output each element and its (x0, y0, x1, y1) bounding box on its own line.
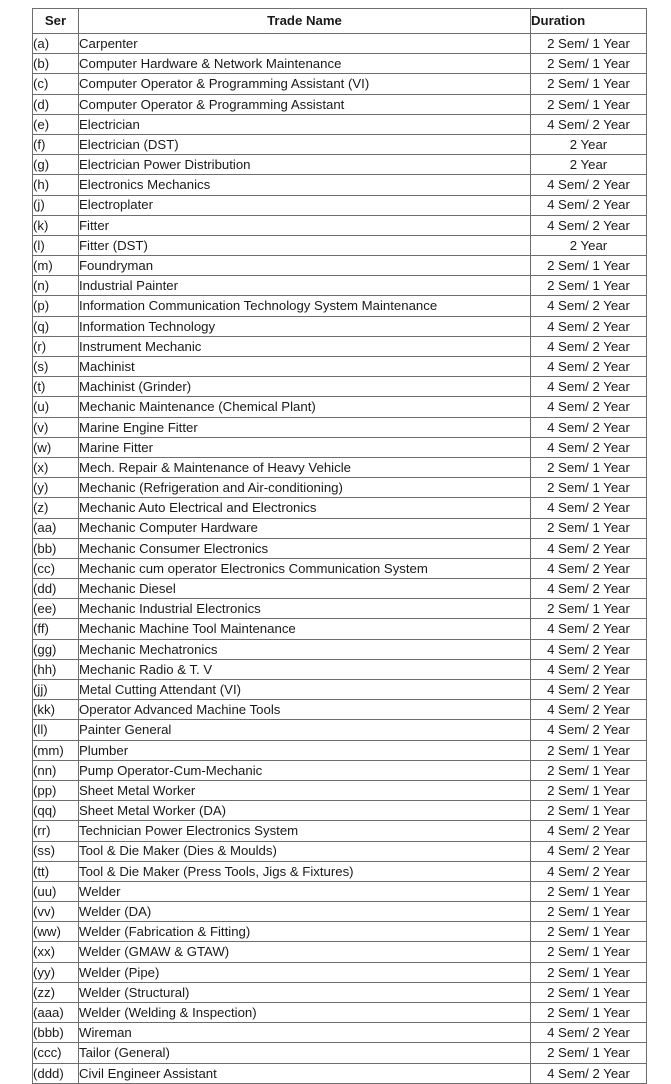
cell-trade: Mechanic (Refrigeration and Air-conditioning) (79, 478, 531, 498)
cell-ser: (aaa) (33, 1003, 79, 1023)
cell-ser: (t) (33, 377, 79, 397)
cell-trade: Welder (Pipe) (79, 962, 531, 982)
table-row (33, 175, 647, 195)
cell-ser: (qq) (33, 801, 79, 821)
cell-trade: Fitter (DST) (79, 235, 531, 255)
cell-ser: (h) (33, 175, 79, 195)
cell-ser: (u) (33, 397, 79, 417)
cell-duration: 4 Sem/ 2 Year (531, 437, 647, 457)
table-row (33, 357, 647, 377)
cell-duration: 2 Sem/ 1 Year (531, 478, 647, 498)
cell-ser: (bb) (33, 538, 79, 558)
cell-trade: Electrician (DST) (79, 134, 531, 154)
cell-trade: Marine Engine Fitter (79, 417, 531, 437)
table-row (33, 336, 647, 356)
cell-ser: (f) (33, 134, 79, 154)
cell-ser: (ss) (33, 841, 79, 861)
cell-duration: 2 Sem/ 1 Year (531, 94, 647, 114)
cell-duration: 4 Sem/ 2 Year (531, 1063, 647, 1083)
table-row (33, 801, 647, 821)
cell-trade: Welder (Welding & Inspection) (79, 1003, 531, 1023)
cell-duration: 2 Sem/ 1 Year (531, 1043, 647, 1063)
cell-duration: 4 Sem/ 2 Year (531, 316, 647, 336)
cell-trade: Computer Operator & Programming Assistant (79, 94, 531, 114)
cell-trade: Electronics Mechanics (79, 175, 531, 195)
cell-duration: 2 Sem/ 1 Year (531, 760, 647, 780)
table-row (33, 982, 647, 1002)
column-header-duration: Duration (531, 9, 647, 34)
cell-ser: (n) (33, 276, 79, 296)
table-row (33, 558, 647, 578)
cell-duration: 2 Sem/ 1 Year (531, 256, 647, 276)
cell-ser: (jj) (33, 680, 79, 700)
table-row (33, 760, 647, 780)
cell-duration: 4 Sem/ 2 Year (531, 558, 647, 578)
cell-ser: (s) (33, 357, 79, 377)
cell-trade: Tool & Die Maker (Dies & Moulds) (79, 841, 531, 861)
table-row (33, 639, 647, 659)
cell-trade: Tool & Die Maker (Press Tools, Jigs & Fixtures) (79, 861, 531, 881)
table-row (33, 740, 647, 760)
cell-trade: Plumber (79, 740, 531, 760)
cell-duration: 2 Sem/ 1 Year (531, 881, 647, 901)
cell-ser: (zz) (33, 982, 79, 1002)
table-row (33, 518, 647, 538)
table-row (33, 861, 647, 881)
cell-ser: (tt) (33, 861, 79, 881)
cell-duration: 4 Sem/ 2 Year (531, 296, 647, 316)
cell-ser: (cc) (33, 558, 79, 578)
cell-duration: 4 Sem/ 2 Year (531, 619, 647, 639)
cell-trade: Electrician Power Distribution (79, 155, 531, 175)
cell-duration: 2 Sem/ 1 Year (531, 982, 647, 1002)
table-row (33, 316, 647, 336)
cell-duration: 4 Sem/ 2 Year (531, 336, 647, 356)
cell-duration: 2 Sem/ 1 Year (531, 801, 647, 821)
cell-duration: 2 Sem/ 1 Year (531, 518, 647, 538)
cell-ser: (yy) (33, 962, 79, 982)
cell-duration: 2 Year (531, 134, 647, 154)
cell-duration: 2 Sem/ 1 Year (531, 902, 647, 922)
cell-duration: 2 Sem/ 1 Year (531, 74, 647, 94)
cell-trade: Machinist (Grinder) (79, 377, 531, 397)
table-row (33, 195, 647, 215)
table-row (33, 720, 647, 740)
column-header-trade: Trade Name (79, 9, 531, 34)
cell-ser: (a) (33, 34, 79, 54)
cell-duration: 4 Sem/ 2 Year (531, 538, 647, 558)
cell-trade: Pump Operator-Cum-Mechanic (79, 760, 531, 780)
table-row (33, 235, 647, 255)
table-row (33, 215, 647, 235)
table-row (33, 457, 647, 477)
cell-duration: 4 Sem/ 2 Year (531, 377, 647, 397)
table-row (33, 579, 647, 599)
cell-ser: (d) (33, 94, 79, 114)
cell-trade: Mech. Repair & Maintenance of Heavy Vehicle (79, 457, 531, 477)
cell-ser: (xx) (33, 942, 79, 962)
table-row (33, 841, 647, 861)
table-row (33, 538, 647, 558)
cell-trade: Metal Cutting Attendant (VI) (79, 680, 531, 700)
cell-duration: 2 Sem/ 1 Year (531, 922, 647, 942)
table-row (33, 276, 647, 296)
table-row (33, 397, 647, 417)
cell-trade: Mechanic Computer Hardware (79, 518, 531, 538)
table-header-row (33, 9, 647, 34)
cell-trade: Sheet Metal Worker (DA) (79, 801, 531, 821)
column-header-ser: Ser (33, 9, 79, 34)
cell-duration: 4 Sem/ 2 Year (531, 498, 647, 518)
table-row (33, 942, 647, 962)
cell-ser: (c) (33, 74, 79, 94)
table-row (33, 962, 647, 982)
cell-trade: Mechanic Machine Tool Maintenance (79, 619, 531, 639)
cell-duration: 4 Sem/ 2 Year (531, 861, 647, 881)
cell-ser: (k) (33, 215, 79, 235)
table-row (33, 922, 647, 942)
cell-duration: 2 Sem/ 1 Year (531, 1003, 647, 1023)
cell-duration: 4 Sem/ 2 Year (531, 720, 647, 740)
cell-trade: Welder (DA) (79, 902, 531, 922)
cell-ser: (kk) (33, 700, 79, 720)
cell-duration: 4 Sem/ 2 Year (531, 215, 647, 235)
cell-duration: 2 Sem/ 1 Year (531, 962, 647, 982)
table-row (33, 155, 647, 175)
cell-trade: Mechanic Mechatronics (79, 639, 531, 659)
cell-trade: Mechanic Consumer Electronics (79, 538, 531, 558)
cell-trade: Sheet Metal Worker (79, 780, 531, 800)
cell-ser: (e) (33, 114, 79, 134)
cell-duration: 4 Sem/ 2 Year (531, 659, 647, 679)
cell-ser: (j) (33, 195, 79, 215)
cell-trade: Fitter (79, 215, 531, 235)
cell-trade: Industrial Painter (79, 276, 531, 296)
table-row (33, 437, 647, 457)
table-row (33, 94, 647, 114)
cell-trade: Computer Operator & Programming Assistant (VI) (79, 74, 531, 94)
cell-ser: (nn) (33, 760, 79, 780)
cell-duration: 2 Sem/ 1 Year (531, 276, 647, 296)
cell-trade: Mechanic Industrial Electronics (79, 599, 531, 619)
cell-ser: (ll) (33, 720, 79, 740)
cell-trade: Carpenter (79, 34, 531, 54)
table-row (33, 881, 647, 901)
cell-ser: (mm) (33, 740, 79, 760)
table-row (33, 659, 647, 679)
cell-duration: 2 Sem/ 1 Year (531, 740, 647, 760)
cell-duration: 4 Sem/ 2 Year (531, 417, 647, 437)
cell-ser: (rr) (33, 821, 79, 841)
table-row (33, 1023, 647, 1043)
cell-duration: 2 Sem/ 1 Year (531, 34, 647, 54)
table-row (33, 1063, 647, 1083)
cell-trade: Welder (GMAW & GTAW) (79, 942, 531, 962)
table-row (33, 498, 647, 518)
cell-trade: Electroplater (79, 195, 531, 215)
table-row (33, 478, 647, 498)
cell-trade: Mechanic cum operator Electronics Communication System (79, 558, 531, 578)
table-row (33, 1043, 647, 1063)
table-row (33, 599, 647, 619)
table-row (33, 34, 647, 54)
cell-duration: 4 Sem/ 2 Year (531, 1023, 647, 1043)
cell-ser: (bbb) (33, 1023, 79, 1043)
cell-ser: (ff) (33, 619, 79, 639)
cell-ser: (l) (33, 235, 79, 255)
cell-trade: Welder (Structural) (79, 982, 531, 1002)
table-body (33, 34, 647, 1084)
cell-ser: (m) (33, 256, 79, 276)
cell-duration: 4 Sem/ 2 Year (531, 175, 647, 195)
cell-ser: (gg) (33, 639, 79, 659)
cell-trade: Welder (79, 881, 531, 901)
cell-ser: (vv) (33, 902, 79, 922)
cell-trade: Mechanic Radio & T. V (79, 659, 531, 679)
cell-duration: 4 Sem/ 2 Year (531, 841, 647, 861)
cell-trade: Tailor (General) (79, 1043, 531, 1063)
cell-trade: Information Technology (79, 316, 531, 336)
table-row (33, 417, 647, 437)
cell-ser: (ddd) (33, 1063, 79, 1083)
cell-duration: 2 Sem/ 1 Year (531, 599, 647, 619)
cell-duration: 4 Sem/ 2 Year (531, 821, 647, 841)
cell-ser: (r) (33, 336, 79, 356)
cell-ser: (x) (33, 457, 79, 477)
cell-ser: (z) (33, 498, 79, 518)
cell-ser: (ww) (33, 922, 79, 942)
cell-ser: (ccc) (33, 1043, 79, 1063)
cell-duration: 4 Sem/ 2 Year (531, 397, 647, 417)
cell-trade: Operator Advanced Machine Tools (79, 700, 531, 720)
cell-ser: (y) (33, 478, 79, 498)
cell-trade: Painter General (79, 720, 531, 740)
cell-duration: 2 Sem/ 1 Year (531, 457, 647, 477)
table-row (33, 619, 647, 639)
cell-ser: (pp) (33, 780, 79, 800)
cell-trade: Foundryman (79, 256, 531, 276)
table-row (33, 296, 647, 316)
cell-ser: (w) (33, 437, 79, 457)
table-row (33, 74, 647, 94)
cell-duration: 2 Year (531, 235, 647, 255)
cell-ser: (aa) (33, 518, 79, 538)
cell-duration: 4 Sem/ 2 Year (531, 114, 647, 134)
table-row (33, 1003, 647, 1023)
table-row (33, 54, 647, 74)
cell-duration: 2 Year (531, 155, 647, 175)
cell-ser: (q) (33, 316, 79, 336)
cell-ser: (uu) (33, 881, 79, 901)
cell-trade: Mechanic Maintenance (Chemical Plant) (79, 397, 531, 417)
cell-duration: 4 Sem/ 2 Year (531, 357, 647, 377)
table-row (33, 902, 647, 922)
table-row (33, 377, 647, 397)
cell-trade: Instrument Mechanic (79, 336, 531, 356)
cell-trade: Mechanic Diesel (79, 579, 531, 599)
cell-duration: 4 Sem/ 2 Year (531, 680, 647, 700)
cell-ser: (hh) (33, 659, 79, 679)
cell-trade: Welder (Fabrication & Fitting) (79, 922, 531, 942)
cell-trade: Marine Fitter (79, 437, 531, 457)
cell-duration: 2 Sem/ 1 Year (531, 780, 647, 800)
cell-ser: (b) (33, 54, 79, 74)
cell-duration: 2 Sem/ 1 Year (531, 942, 647, 962)
cell-ser: (dd) (33, 579, 79, 599)
table-row (33, 680, 647, 700)
cell-duration: 4 Sem/ 2 Year (531, 579, 647, 599)
cell-ser: (g) (33, 155, 79, 175)
table-row (33, 700, 647, 720)
table-row (33, 256, 647, 276)
table-row (33, 780, 647, 800)
cell-ser: (v) (33, 417, 79, 437)
trade-list-table (32, 8, 647, 1084)
cell-trade: Computer Hardware & Network Maintenance (79, 54, 531, 74)
cell-trade: Technician Power Electronics System (79, 821, 531, 841)
cell-trade: Mechanic Auto Electrical and Electronics (79, 498, 531, 518)
cell-duration: 4 Sem/ 2 Year (531, 639, 647, 659)
cell-duration: 4 Sem/ 2 Year (531, 700, 647, 720)
cell-trade: Wireman (79, 1023, 531, 1043)
cell-trade: Machinist (79, 357, 531, 377)
table-row (33, 134, 647, 154)
cell-duration: 4 Sem/ 2 Year (531, 195, 647, 215)
table-row (33, 114, 647, 134)
cell-trade: Civil Engineer Assistant (79, 1063, 531, 1083)
cell-ser: (p) (33, 296, 79, 316)
cell-ser: (ee) (33, 599, 79, 619)
table-row (33, 821, 647, 841)
cell-trade: Electrician (79, 114, 531, 134)
cell-trade: Information Communication Technology System Maintenance (79, 296, 531, 316)
table-header (33, 9, 647, 34)
cell-duration: 2 Sem/ 1 Year (531, 54, 647, 74)
